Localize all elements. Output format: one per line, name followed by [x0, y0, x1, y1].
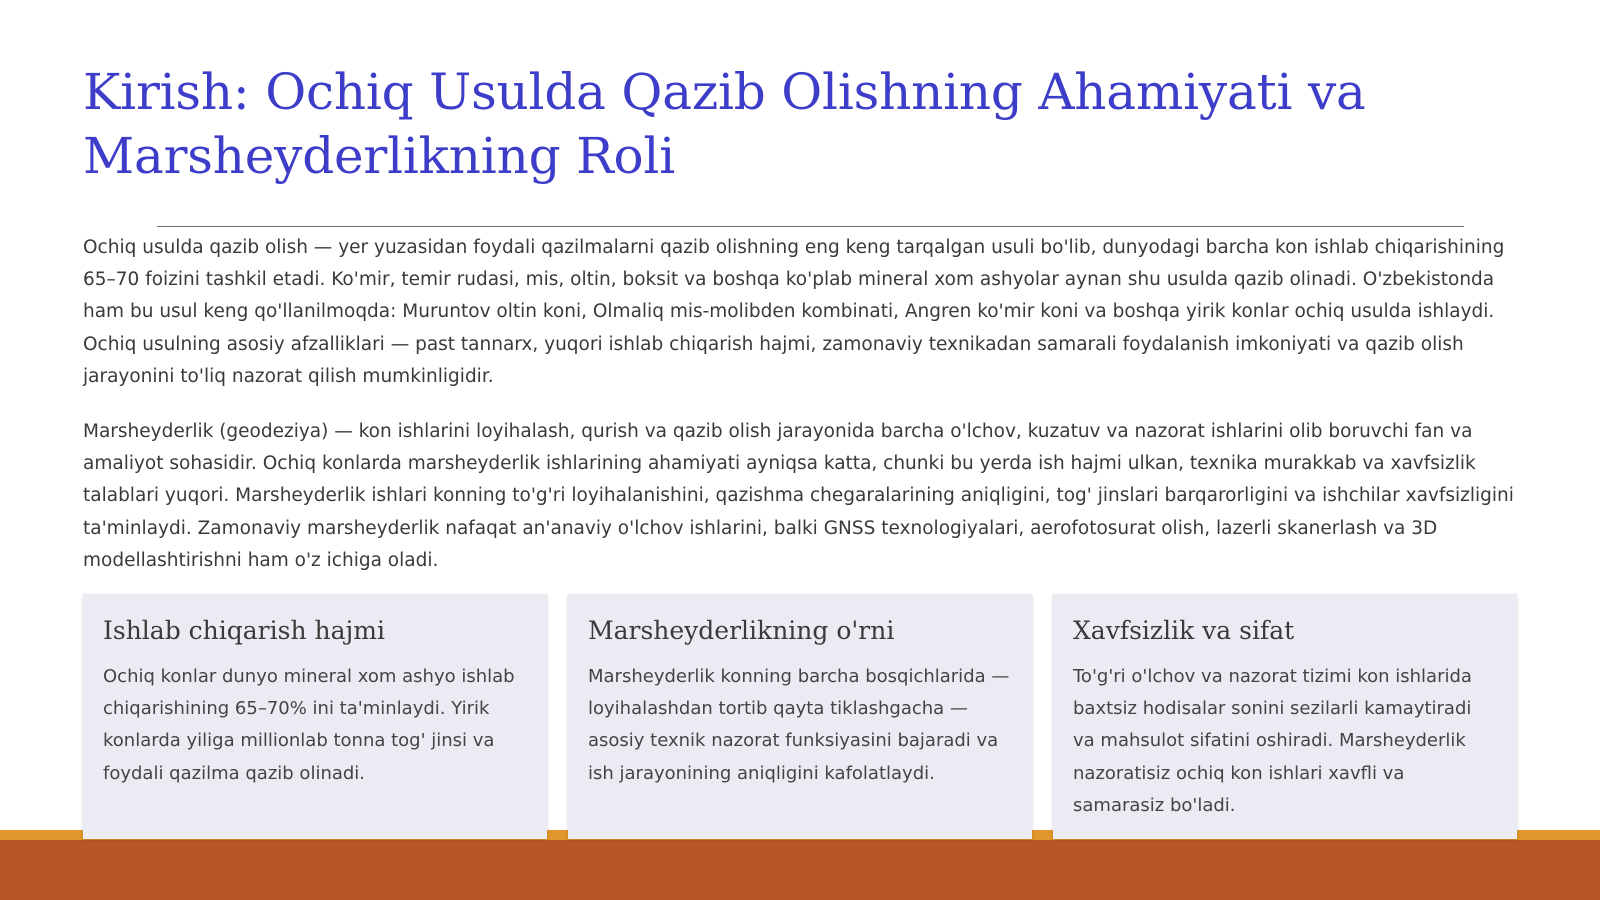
- info-card-role: [568, 594, 1032, 839]
- title-divider: [157, 226, 1464, 227]
- slide-title: Kirish: Ochiq Usulda Qazib Olishning Ahamiyati va Marsheyderlikning Roli: [83, 63, 1366, 185]
- footer-band: [0, 840, 1600, 900]
- card-text: Marsheyderlik konning barcha bosqichlarida — loyihalashdan tortib qayta tiklashgacha — asosiy texnik nazorat funksiyasini bajaradi va ish jarayonining aniqligini kafolatlaydi.: [588, 666, 1010, 784]
- card-text: To'g'ri o'lchov va nazorat tizimi kon ishlarida baxtsiz hodisalar sonini sezilarli kamaytiradi va mahsulot sifatini oshiradi. Marsheyderlik nazoratisiz ochiq kon ishlari xavfli va samarasiz bo'ladi.: [1073, 666, 1472, 816]
- info-card-production: [83, 594, 547, 839]
- card-title: Marsheyderlikning o'rni: [588, 616, 895, 645]
- card-text: Ochiq konlar dunyo mineral xom ashyo ishlab chiqarishining 65–70% ini ta'minlaydi. Yirik konlarda yiliga millionlab tonna tog' jinsi va foydali qazilma qazib olinadi.: [103, 666, 515, 784]
- intro-paragraph: Ochiq usulda qazib olish — yer yuzasidan foydali qazilmalarni qazib olishning eng keng tarqalgan usuli bo'lib, dunyodagi barcha kon ishlab chiqarishining 65–70 foizini tashkil etadi. Ko'mir, temir rudasi, mis, oltin, boksit va boshqa ko'plab mineral xom ashyolar aynan shu usulda qazib olinadi. O'zbekistonda ham bu usul keng qo'llanilmoqda: Muruntov oltin koni, Olmaliq mis-molibden kombinati, Angren ko'mir koni va boshqa yirik konlar ochiq usulda ishlaydi. Ochiq usulning asosiy afzalliklari — past tannarx, yuqori ishlab chiqarish hajmi, zamonaviy texnikadan samarali foydalanish imkoniyati va qazib olish jarayonini to'liq nazorat qilish mumkinligidir.: [83, 237, 1505, 387]
- marsheyderlik-paragraph: Marsheyderlik (geodeziya) — kon ishlarini loyihalash, qurish va qazib olish jarayonida barcha o'lchov, kuzatuv va nazorat ishlarini olib boruvchi fan va amaliyot sohasidir. Ochiq konlarda marsheyderlik ishlarining ahamiyati ayniqsa katta, chunki bu yerda ish hajmi ulkan, texnika murakkab va xavfsizlik talablari yuqori. Marsheyderlik ishlari konning to'g'ri loyihalanishini, qazishma chegaralarining aniqligini, tog' jinslari barqarorligini va ishchilar xavfsizligini ta'minlaydi. Zamonaviy marsheyderlik nafaqat an'anaviy o'lchov ishlarini, balki GNSS texnologiyalari, aerofotosurat olish, lazerli skanerlash va 3D modellashtirishni ham o'z ichiga oladi.: [83, 421, 1514, 571]
- card-title: Xavfsizlik va sifat: [1073, 616, 1295, 645]
- info-card-safety: [1053, 594, 1517, 839]
- card-title: Ishlab chiqarish hajmi: [103, 616, 385, 645]
